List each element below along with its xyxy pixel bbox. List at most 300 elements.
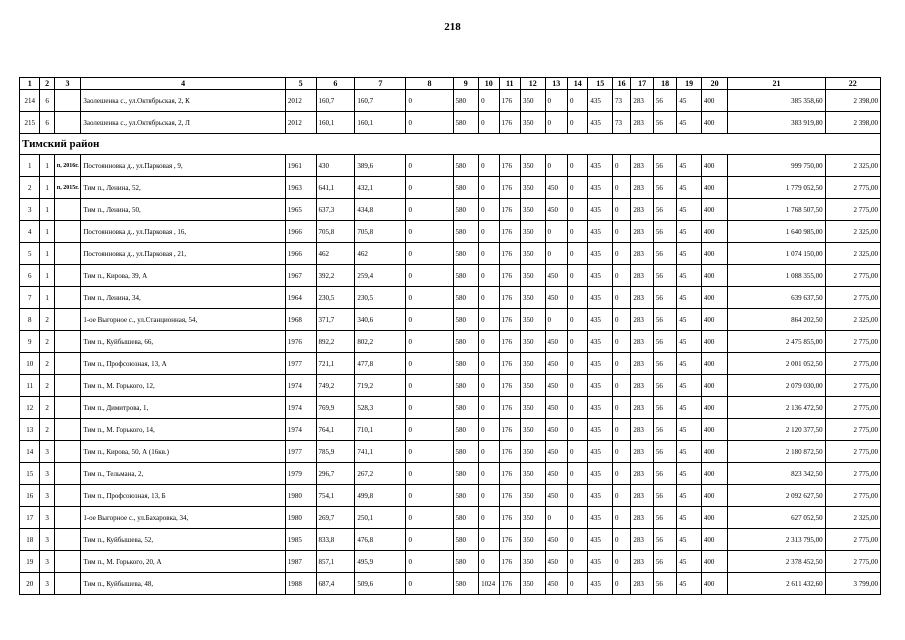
table-cell: 435 [588,529,613,551]
table-cell: 0 [406,463,453,485]
column-header-20: 20 [701,78,728,90]
table-cell: 0 [406,155,453,177]
table-cell: 45 [677,529,702,551]
table-cell: 350 [520,331,545,353]
table-cell: 3 [20,199,40,221]
table-cell: 0 [406,419,453,441]
table-cell: 160,7 [316,90,355,112]
table-cell [54,353,81,375]
table-cell: 580 [453,529,479,551]
table-cell: 1985 [285,529,316,551]
table-cell: 0 [612,573,630,595]
column-header-14: 14 [567,78,587,90]
table-cell: 580 [453,551,479,573]
table-cell: 3 [40,529,54,551]
table-cell: 160,1 [355,112,406,134]
table-cell: 823 342,50 [728,463,825,485]
table-cell: 400 [701,265,728,287]
table-cell: 2 775,00 [825,199,880,221]
table-cell: 176 [499,441,520,463]
table-cell: 0 [567,331,587,353]
table-cell: Постоянновка д., ул.Парковая , 16, [81,221,286,243]
table-cell: 0 [406,309,453,331]
table-cell: 0 [612,177,630,199]
table-cell: 450 [545,177,567,199]
table-cell: 580 [453,221,479,243]
table-cell: 3 [40,463,54,485]
table-cell: 350 [520,441,545,463]
table-cell: 0 [479,177,499,199]
table-cell: 2 [40,331,54,353]
table-cell: 230,5 [316,287,355,309]
table-cell: 2 775,00 [825,529,880,551]
table-cell: 1-ое Выгорное с., ул.Станционная, 54, [81,309,286,331]
table-cell: 0 [545,112,567,134]
table-row [20,309,881,331]
table-cell: Тим п., Профсоюзная, 13, А [81,353,286,375]
table-cell: 56 [653,397,677,419]
table-cell: 1 [40,199,54,221]
table-cell: 400 [701,309,728,331]
table-cell: 0 [567,419,587,441]
table-cell: 3 [40,573,54,595]
table-cell: 56 [653,331,677,353]
table-cell: 435 [588,463,613,485]
table-cell: 0 [612,199,630,221]
table-cell: 250,1 [355,507,406,529]
table-cell [54,441,81,463]
table-cell: 0 [612,463,630,485]
table-cell: 450 [545,551,567,573]
table-cell: п, 2015г. [54,177,81,199]
table-cell: 2 611 432,60 [728,573,825,595]
table-cell: 0 [545,221,567,243]
table-cell: 2012 [285,112,316,134]
table-cell: 176 [499,112,520,134]
table-cell: 0 [406,397,453,419]
column-header-21: 21 [728,78,825,90]
table-cell: 176 [499,463,520,485]
table-cell: 176 [499,419,520,441]
table-cell: 450 [545,485,567,507]
table-cell: 0 [479,199,499,221]
table-cell: 45 [677,397,702,419]
table-cell: 2 079 030,00 [728,375,825,397]
table-cell: 0 [406,199,453,221]
table-cell [54,309,81,331]
table-cell: 3 [40,485,54,507]
table-cell: 0 [612,485,630,507]
table-cell: 0 [612,243,630,265]
table-row [20,331,881,353]
table-cell: 1977 [285,353,316,375]
table-cell: 0 [612,529,630,551]
table-cell: 0 [406,441,453,463]
table-row [20,155,881,177]
table-cell: 350 [520,419,545,441]
table-cell: 0 [479,375,499,397]
table-cell: 56 [653,243,677,265]
table-cell: 8 [20,309,40,331]
table-cell: 450 [545,375,567,397]
table-cell: 9 [20,331,40,353]
table-cell: 833,8 [316,529,355,551]
table-cell: 400 [701,397,728,419]
table-cell: 283 [631,419,653,441]
table-cell: 435 [588,419,613,441]
table-cell: 0 [567,397,587,419]
table-row [20,90,881,112]
table-cell: 0 [567,309,587,331]
table-cell: 2 325,00 [825,243,880,265]
table-cell: 580 [453,353,479,375]
table-cell: 45 [677,287,702,309]
table-cell: 435 [588,177,613,199]
column-header-6: 6 [316,78,355,90]
table-cell: 0 [406,551,453,573]
table-cell: Постоянновка д., ул.Парковая , 9, [81,155,286,177]
table-cell: 462 [355,243,406,265]
table-cell: 1 640 985,00 [728,221,825,243]
table-cell: 56 [653,507,677,529]
table-cell: 435 [588,573,613,595]
table-cell: 477,8 [355,353,406,375]
table-cell: 0 [479,441,499,463]
table-cell: 392,2 [316,265,355,287]
page-number: 218 [444,21,461,33]
table-cell: 0 [567,90,587,112]
table-cell: 3 [40,441,54,463]
table-cell: 1966 [285,221,316,243]
table-cell: 450 [545,573,567,595]
table-cell: 705,8 [355,221,406,243]
table-cell: 435 [588,331,613,353]
table-cell: 0 [567,112,587,134]
table-cell [54,90,81,112]
table-cell: 1987 [285,551,316,573]
table-cell: 56 [653,265,677,287]
table-cell: 1-ое Выгорное с., ул.Бахаровка, 34, [81,507,286,529]
table-cell: 434,8 [355,199,406,221]
table-cell: 2 325,00 [825,309,880,331]
table-cell: 0 [567,265,587,287]
table-cell: 19 [20,551,40,573]
table-cell: 0 [567,441,587,463]
table-cell: 283 [631,463,653,485]
table-cell: 1 [20,155,40,177]
table-cell: 687,4 [316,573,355,595]
table-cell: 350 [520,397,545,419]
table-cell: 1967 [285,265,316,287]
table-cell: 476,8 [355,529,406,551]
table-cell: 10 [20,353,40,375]
table-cell: 214 [20,90,40,112]
table-cell: 0 [612,287,630,309]
table-cell: 462 [316,243,355,265]
table-cell: 705,8 [316,221,355,243]
table-cell: 435 [588,507,613,529]
table-cell: 2 775,00 [825,353,880,375]
table-cell: 6 [40,90,54,112]
table-cell: 0 [479,551,499,573]
table-cell: 15 [20,463,40,485]
table-cell: 350 [520,463,545,485]
table-cell: 435 [588,155,613,177]
table-cell: 0 [567,573,587,595]
table-cell: 56 [653,221,677,243]
table-cell: 2 775,00 [825,375,880,397]
table-cell: 56 [653,112,677,134]
table-cell: 0 [612,221,630,243]
table-cell: 450 [545,199,567,221]
table-cell: 495,9 [355,551,406,573]
table-cell: 754,1 [316,485,355,507]
table-cell: 580 [453,155,479,177]
table-row [20,199,881,221]
table-cell: 400 [701,155,728,177]
table-cell: 580 [453,199,479,221]
table-cell: 0 [406,90,453,112]
table-cell [54,375,81,397]
column-header-17: 17 [631,78,653,90]
table-cell: 0 [406,573,453,595]
column-header-7: 7 [355,78,406,90]
table-cell: 283 [631,243,653,265]
table-cell: 2 001 052,50 [728,353,825,375]
table-cell [54,463,81,485]
table-cell: 176 [499,507,520,529]
table-cell: 0 [479,243,499,265]
table-cell: 719,2 [355,375,406,397]
table-cell: 176 [499,155,520,177]
table-cell: 0 [479,397,499,419]
table-cell: Тим п., Димитрова, 1, [81,397,286,419]
column-header-15: 15 [588,78,613,90]
table-cell: 2 [40,353,54,375]
table-cell: 0 [479,529,499,551]
table-cell: 14 [20,441,40,463]
table-cell: 1974 [285,375,316,397]
table-cell: 20 [20,573,40,595]
table-cell: 580 [453,243,479,265]
table-cell: 2 775,00 [825,485,880,507]
table-cell: 3 799,00 [825,573,880,595]
table-cell: Тим п., Ленина, 50, [81,199,286,221]
table-cell: 1 [40,287,54,309]
table-cell: 0 [567,155,587,177]
table-cell: 637,3 [316,199,355,221]
table-cell: 2 [20,177,40,199]
table-cell: 56 [653,551,677,573]
table-cell: 389,6 [355,155,406,177]
table-cell: 56 [653,573,677,595]
table-cell: 499,8 [355,485,406,507]
table-cell: 350 [520,551,545,573]
table-cell: 56 [653,441,677,463]
table-cell: 400 [701,573,728,595]
table-cell: 5 [20,243,40,265]
table-cell: 450 [545,265,567,287]
table-cell: 0 [406,331,453,353]
table-cell: 400 [701,112,728,134]
table-cell: 0 [567,463,587,485]
table-cell: 0 [612,419,630,441]
table-cell: 56 [653,309,677,331]
table-cell: 350 [520,90,545,112]
table-cell: 2 398,00 [825,112,880,134]
table-cell: 1966 [285,243,316,265]
table-cell: 0 [612,375,630,397]
table-cell: 0 [479,419,499,441]
table-cell: 435 [588,221,613,243]
table-cell: 0 [545,507,567,529]
table-cell: 176 [499,265,520,287]
table-cell: 0 [479,221,499,243]
table-cell: 350 [520,287,545,309]
table-cell: 0 [612,265,630,287]
table-cell: 400 [701,221,728,243]
table-cell: 1979 [285,463,316,485]
table-row [20,177,881,199]
table-cell: 0 [479,287,499,309]
table-cell: 0 [612,397,630,419]
column-header-10: 10 [479,78,499,90]
table-cell: 2 325,00 [825,155,880,177]
table-cell: 350 [520,507,545,529]
table-cell [54,265,81,287]
table-cell: 56 [653,353,677,375]
table-cell: 0 [612,441,630,463]
table-cell: 45 [677,265,702,287]
table-cell: 0 [567,199,587,221]
table-cell: 45 [677,112,702,134]
table-cell: 1 [40,155,54,177]
table-cell: 176 [499,331,520,353]
table-cell: 0 [479,265,499,287]
table-cell: 296,7 [316,463,355,485]
table-cell: 580 [453,485,479,507]
table-cell: 16 [20,485,40,507]
table-cell: 0 [479,309,499,331]
table-cell: 400 [701,353,728,375]
table-cell: 749,2 [316,375,355,397]
table-cell: 176 [499,573,520,595]
table-cell: Тим п., Куйбышева, 66, [81,331,286,353]
table-cell: 400 [701,529,728,551]
table-cell: 160,1 [316,112,355,134]
table-cell: 435 [588,485,613,507]
table-row [20,507,881,529]
table-cell: 2 775,00 [825,265,880,287]
table-cell: 259,4 [355,265,406,287]
table-cell: 56 [653,90,677,112]
table-cell: 11 [20,375,40,397]
table-cell: 580 [453,177,479,199]
table-cell: 2 325,00 [825,507,880,529]
table-cell: 1988 [285,573,316,595]
table-row [20,573,881,595]
table-cell: 12 [20,397,40,419]
table-cell: 176 [499,177,520,199]
table-cell: 283 [631,441,653,463]
table-cell: 56 [653,177,677,199]
table-cell: 435 [588,287,613,309]
column-header-12: 12 [520,78,545,90]
table-cell: 2 378 452,50 [728,551,825,573]
table-cell: 0 [406,287,453,309]
table-cell: 45 [677,199,702,221]
table-cell: 283 [631,551,653,573]
table-cell: 73 [612,90,630,112]
table-cell: 340,6 [355,309,406,331]
table-cell: 45 [677,243,702,265]
table-cell: 176 [499,485,520,507]
table-cell: 0 [406,485,453,507]
table-cell: 1965 [285,199,316,221]
column-header-1: 1 [20,78,40,90]
table-cell: 0 [479,90,499,112]
table-cell: 1024 [479,573,499,595]
table-cell: 6 [40,112,54,134]
table-cell: 580 [453,331,479,353]
table-cell: 283 [631,375,653,397]
table-cell: 435 [588,309,613,331]
table-cell: 176 [499,353,520,375]
table-cell: Тим п., Кирова, 39, А [81,265,286,287]
table-cell: 283 [631,397,653,419]
table-cell: 0 [406,353,453,375]
table-cell: 435 [588,199,613,221]
table-cell: 450 [545,331,567,353]
table-cell: 350 [520,155,545,177]
table-cell: 45 [677,177,702,199]
table-cell: 176 [499,397,520,419]
table-cell: 176 [499,375,520,397]
table-cell: 710,1 [355,419,406,441]
table-cell: Заолешенка с., ул.Октябрьская, 2, Л [81,112,286,134]
table-cell: 45 [677,573,702,595]
table-cell: 267,2 [355,463,406,485]
table-cell: 400 [701,243,728,265]
table-cell: 785,9 [316,441,355,463]
table-cell: Тим п., М. Горького, 14, [81,419,286,441]
table-cell: 2 120 377,50 [728,419,825,441]
table-cell: 350 [520,265,545,287]
table-cell: 283 [631,90,653,112]
table-cell: 1980 [285,485,316,507]
table-cell: 45 [677,90,702,112]
table-cell [54,507,81,529]
table-cell: 1 088 355,00 [728,265,825,287]
section-title: Тимский район [20,134,881,155]
table-cell: 435 [588,265,613,287]
table-cell: 0 [612,155,630,177]
table-cell: 580 [453,441,479,463]
table-cell: 432,1 [355,177,406,199]
table-cell: 56 [653,287,677,309]
table-cell [54,331,81,353]
table-cell: 0 [567,375,587,397]
table-cell: 580 [453,419,479,441]
table-cell: 2 [40,309,54,331]
table-cell: 450 [545,287,567,309]
table-cell: 56 [653,199,677,221]
table-cell: 350 [520,221,545,243]
table-cell: 350 [520,177,545,199]
table-cell: 283 [631,309,653,331]
table-cell: 1 [40,243,54,265]
table-cell: 45 [677,375,702,397]
